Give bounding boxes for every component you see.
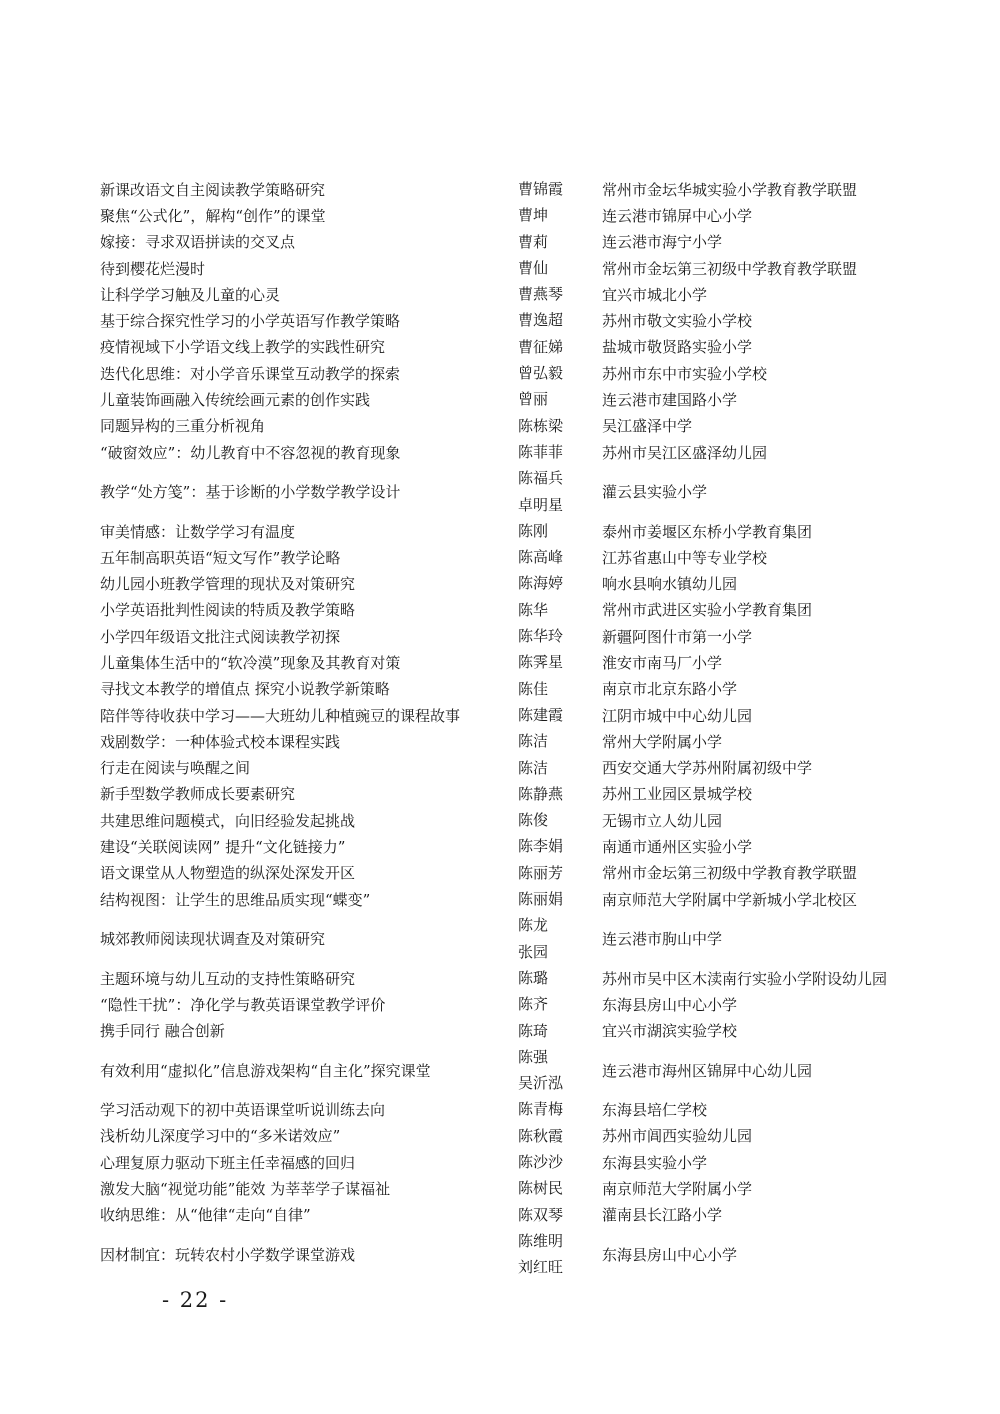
author-name: 陈洁 (518, 732, 549, 751)
school-name: 常州大学附属小学 (602, 732, 723, 751)
paper-title: 教学“处方笺”：基于诊断的小学数学教学设计 (100, 483, 401, 502)
school-name: 东海县实验小学 (602, 1153, 708, 1172)
author-name: 陈华 (518, 600, 549, 619)
author-name: 陈齐 (518, 995, 549, 1014)
school-name: 灌南县长江路小学 (602, 1206, 723, 1225)
school-name: 南通市通州区实验小学 (602, 838, 753, 857)
author-name: 陈丽娟 (518, 890, 564, 909)
paper-title: 语文课堂从人物塑造的纵深处深发开区 (100, 864, 356, 883)
list-item (100, 755, 902, 781)
list-item (100, 334, 902, 360)
author-name: 陈霁星 (518, 653, 564, 672)
paper-title: “隐性干扰”：净化学与教英语课堂教学评价 (100, 995, 386, 1014)
list-item (100, 781, 902, 807)
list-item (100, 1096, 902, 1122)
author-cell (518, 702, 602, 728)
author-cell (518, 912, 602, 965)
list-item (100, 702, 902, 728)
paper-title: 疫情视域下小学语文线上教学的实践性研究 (100, 338, 386, 357)
author-cell (518, 176, 602, 202)
page-number: - 22 - (162, 1288, 229, 1312)
author-cell (518, 307, 602, 333)
school-name: 常州市金坛第三初级中学教育教学联盟 (602, 864, 858, 883)
author-cell (518, 676, 602, 702)
paper-title: 新课改语文自主阅读教学策略研究 (100, 180, 326, 199)
author-cell (518, 1202, 602, 1228)
paper-title: 寻找文本教学的增值点 探究小说教学新策略 (100, 680, 390, 699)
author-cell (518, 755, 602, 781)
school-name: 西安交通大学苏州附属初级中学 (602, 759, 813, 778)
school-name: 南京市北京东路小学 (602, 680, 738, 699)
school-name: 常州市金坛第三初级中学教育教学联盟 (602, 259, 858, 278)
author-cell (518, 439, 602, 465)
award-list-table (100, 176, 902, 1280)
author-name: 曹锦霞 (518, 180, 564, 198)
paper-title: 基于综合探究性学习的小学英语写作教学策略 (100, 312, 401, 331)
author-name: 吴沂泓 (518, 1074, 564, 1093)
author-name: 陈华玲 (518, 627, 564, 646)
school-name: 连云港市朐山中学 (602, 930, 723, 949)
school-name: 淮安市南马厂小学 (602, 653, 723, 672)
author-cell (518, 781, 602, 807)
author-name: 陈福兵 (518, 469, 564, 488)
author-cell (518, 1096, 602, 1122)
paper-title: 儿童集体生活中的“软冷漠”现象及其教育对策 (100, 653, 401, 672)
paper-title: 心理复原力驱动下班主任幸福感的回归 (100, 1153, 356, 1172)
school-name: 宜兴市湖滨实验学校 (602, 1022, 738, 1041)
author-name: 陈树民 (518, 1179, 564, 1198)
school-name: 苏州市吴中区木渎南行实验小学附设幼儿园 (602, 969, 888, 988)
paper-title: 小学英语批判性阅读的特质及教学策略 (100, 601, 356, 620)
author-cell (518, 1044, 602, 1097)
school-name: 东海县培仁学校 (602, 1101, 708, 1120)
school-name: 苏州市敬文实验小学校 (602, 312, 753, 331)
list-item (100, 991, 902, 1017)
school-name: 盐城市敬贤路实验小学 (602, 338, 753, 357)
author-name: 陈秋霞 (518, 1126, 564, 1145)
list-item (100, 1123, 902, 1149)
paper-title: 同题异构的三重分析视角 (100, 417, 266, 436)
paper-title: 学习活动观下的初中英语课堂听说训练去向 (100, 1101, 386, 1120)
author-name: 陈李娟 (518, 837, 564, 856)
paper-title: 幼儿园小班教学管理的现状及对策研究 (100, 575, 356, 594)
author-name: 张园 (518, 942, 549, 961)
author-cell (518, 1228, 602, 1281)
author-cell (518, 623, 602, 649)
school-name: 灌云县实验小学 (602, 483, 708, 502)
school-name: 连云港市锦屏中心小学 (602, 206, 753, 225)
school-name: 苏州市阊西实验幼儿园 (602, 1127, 753, 1146)
author-cell (518, 833, 602, 859)
author-name: 陈栋梁 (518, 416, 564, 435)
author-name: 陈琦 (518, 1021, 549, 1040)
award-list-body (100, 176, 902, 1280)
author-cell (518, 1149, 602, 1175)
author-cell (518, 281, 602, 307)
list-item (100, 544, 902, 570)
school-name: 新疆阿图什市第一小学 (602, 627, 753, 646)
author-cell (518, 570, 602, 596)
school-name: 常州市武进区实验小学教育集团 (602, 601, 813, 620)
list-item (100, 1149, 902, 1175)
author-cell (518, 202, 602, 228)
author-name: 卓明星 (518, 495, 564, 514)
list-item (100, 1018, 902, 1044)
author-name: 陈沙沙 (518, 1152, 564, 1171)
school-name: 南京师范大学附属小学 (602, 1179, 753, 1198)
school-name: 江苏省惠山中等专业学校 (602, 548, 768, 567)
author-cell (518, 334, 602, 360)
author-cell (518, 1175, 602, 1201)
paper-title: 新手型数学教师成长要素研究 (100, 785, 296, 804)
school-name: 江阴市城中中心幼儿园 (602, 706, 753, 725)
author-cell (518, 1123, 602, 1149)
list-item (100, 623, 902, 649)
author-name: 曹逸超 (518, 311, 564, 330)
author-cell (518, 649, 602, 675)
paper-title: 携手同行 融合创新 (100, 1022, 225, 1041)
list-item (100, 860, 902, 886)
author-name: 曹坤 (518, 206, 549, 225)
author-name: 陈佳 (518, 679, 549, 698)
author-name: 曾丽 (518, 390, 549, 409)
paper-title: 激发大脑“视觉功能”能效 为莘莘学子谋福祉 (100, 1179, 391, 1198)
paper-title: 共建思维问题模式，向旧经验发起挑战 (100, 811, 356, 830)
author-name: 陈洁 (518, 758, 549, 777)
list-item (100, 229, 902, 255)
school-name: 泰州市姜堰区东桥小学教育集团 (602, 522, 813, 541)
list-item (100, 1175, 902, 1201)
paper-title: 陪伴等待收获中学习——大班幼儿种植豌豆的课程故事 (100, 706, 461, 725)
paper-title: 有效利用“虚拟化”信息游戏架构“自主化”探究课堂 (100, 1061, 431, 1080)
paper-title: 让科学学习触及儿童的心灵 (100, 285, 281, 304)
list-item (100, 518, 902, 544)
list-item (100, 281, 902, 307)
school-name: 苏州市东中市实验小学校 (602, 364, 768, 383)
list-item (100, 912, 902, 965)
list-item (100, 807, 902, 833)
list-item (100, 255, 902, 281)
paper-title: 结构视图：让学生的思维品质实现“蝶变” (100, 890, 371, 909)
author-cell (518, 229, 602, 255)
author-cell (518, 1018, 602, 1044)
list-item (100, 728, 902, 754)
school-name: 响水县响水镇幼儿园 (602, 575, 738, 594)
author-cell (518, 728, 602, 754)
author-name: 陈高峰 (518, 548, 564, 567)
paper-title: 主题环境与幼儿互动的支持性策略研究 (100, 969, 356, 988)
author-cell (518, 597, 602, 623)
author-name: 陈丽芳 (518, 863, 564, 882)
school-name: 苏州工业园区景城学校 (602, 785, 753, 804)
author-name: 陈刚 (518, 521, 549, 540)
author-name: 陈静燕 (518, 784, 564, 803)
author-cell (518, 860, 602, 886)
list-item (100, 465, 902, 518)
paper-title: 浅析幼儿深度学习中的“多米诺效应” (100, 1127, 341, 1146)
school-name: 东海县房山中心小学 (602, 1245, 738, 1264)
author-name: 刘红旺 (518, 1258, 564, 1277)
author-name: 陈强 (518, 1047, 549, 1066)
author-cell (518, 991, 602, 1017)
paper-title: 审美情感：让数学学习有温度 (100, 522, 296, 541)
author-cell (518, 255, 602, 281)
list-item (100, 307, 902, 333)
list-item (100, 886, 902, 912)
paper-title: 迭代化思维：对小学音乐课堂互动教学的探索 (100, 364, 401, 383)
list-item (100, 570, 902, 596)
author-name: 陈维明 (518, 1231, 564, 1250)
school-name: 常州市金坛华城实验小学教育教学联盟 (602, 180, 858, 199)
list-item (100, 833, 902, 859)
author-cell (518, 965, 602, 991)
author-name: 陈建霞 (518, 705, 564, 724)
paper-title: “破窗效应”：幼儿教育中不容忽视的教育现象 (100, 443, 401, 462)
author-cell (518, 413, 602, 439)
list-item (100, 439, 902, 465)
author-name: 曹征娣 (518, 337, 564, 356)
paper-title: 因材制宜：玩转农村小学数学课堂游戏 (100, 1245, 356, 1264)
list-item (100, 360, 902, 386)
paper-title: 城郊教师阅读现状调查及对策研究 (100, 930, 326, 949)
school-name: 连云港市海州区锦屏中心幼儿园 (602, 1061, 813, 1080)
author-name: 陈海婷 (518, 574, 564, 593)
list-item (100, 649, 902, 675)
author-cell (518, 518, 602, 544)
paper-title: 待到樱花烂漫时 (100, 259, 206, 278)
paper-title: 五年制高职英语“短文写作”教学论略 (100, 548, 341, 567)
list-item (100, 597, 902, 623)
author-name: 曹仙 (518, 258, 549, 277)
paper-title: 嫁接：寻求双语拼读的交叉点 (100, 233, 296, 252)
list-item (100, 176, 902, 202)
school-name: 苏州市吴江区盛泽幼儿园 (602, 443, 768, 462)
list-item (100, 1202, 902, 1228)
list-item (100, 202, 902, 228)
list-item (100, 386, 902, 412)
author-name: 陈双琴 (518, 1205, 564, 1224)
list-item (100, 676, 902, 702)
author-cell (518, 886, 602, 912)
author-name: 曾弘毅 (518, 364, 564, 383)
author-cell (518, 360, 602, 386)
author-cell (518, 807, 602, 833)
paper-title: 建设“关联阅读网” 提升“文化链接力” (100, 838, 346, 857)
author-cell (518, 465, 602, 518)
list-item (100, 413, 902, 439)
author-cell (518, 386, 602, 412)
paper-title: 聚焦“公式化”，解构“创作”的课堂 (100, 206, 326, 225)
author-name: 曹燕琴 (518, 285, 564, 304)
author-name: 陈俊 (518, 811, 549, 830)
school-name: 连云港市海宁小学 (602, 233, 723, 252)
school-name: 宜兴市城北小学 (602, 285, 708, 304)
author-name: 陈青梅 (518, 1100, 564, 1119)
author-name: 陈菲菲 (518, 442, 564, 461)
list-item (100, 1228, 902, 1281)
school-name: 南京师范大学附属中学新城小学北校区 (602, 890, 858, 909)
paper-title: 戏剧数学：一种体验式校本课程实践 (100, 732, 341, 751)
school-name: 吴江盛泽中学 (602, 417, 693, 436)
school-name: 连云港市建国路小学 (602, 391, 738, 410)
author-name: 曹莉 (518, 232, 549, 251)
list-item (100, 965, 902, 991)
school-name: 无锡市立人幼儿园 (602, 811, 723, 830)
paper-title: 收纳思维：从“他律“走向“自律” (100, 1206, 311, 1225)
author-name: 陈龙 (518, 916, 549, 935)
list-item (100, 1044, 902, 1097)
paper-title: 行走在阅读与唤醒之间 (100, 759, 251, 778)
author-name: 陈璐 (518, 968, 549, 987)
paper-title: 小学四年级语文批注式阅读教学初探 (100, 627, 341, 646)
author-cell (518, 544, 602, 570)
school-name: 东海县房山中心小学 (602, 995, 738, 1014)
paper-title: 儿童装饰画融入传统绘画元素的创作实践 (100, 391, 371, 410)
